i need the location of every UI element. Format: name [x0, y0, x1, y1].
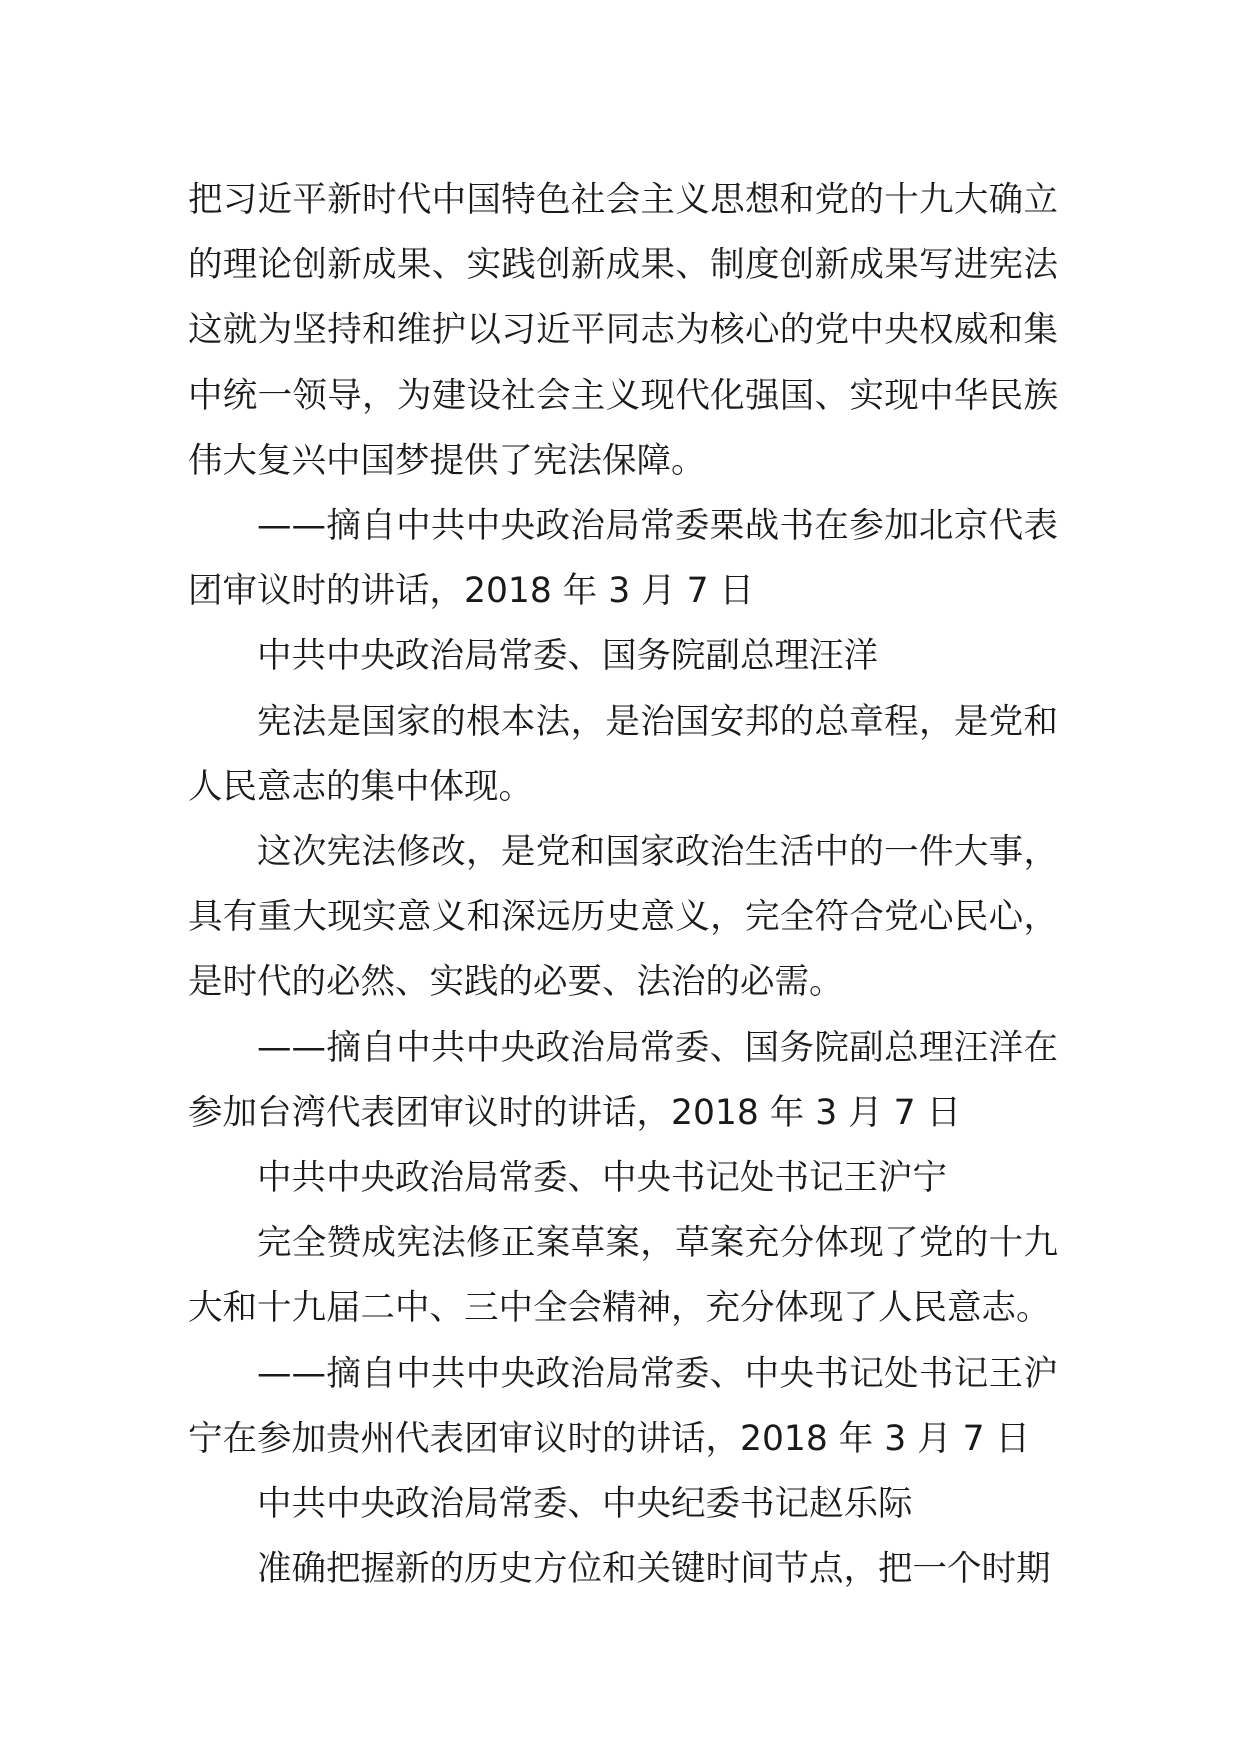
speaker-heading-wanghuning: 中共中央政治局常委、中央书记处书记王沪宁 [257, 1158, 947, 1199]
quote-source-lizhanshu: ——摘自中共中央政治局常委栗战书在参加北京代表团审议时的讲话，2018 年 3 月 7 日 [188, 506, 1058, 612]
quote-source-wanghuning: ——摘自中共中央政治局常委、中央书记处书记王沪宁在参加贵州代表团审议时的讲话，2018 年 3 月 7 日 [188, 1353, 1058, 1459]
paragraph-continuation: 把习近平新时代中国特色社会主义思想和党的十九大确立的理论创新成果、实践创新成果、制度创新成果写进宪法这就为坚持和维护以习近平同志为核心的党中央权威和集中统一领导，为建设社会主义现代化强国、实现中华民族伟大复兴中国梦提供了宪法保障。 [188, 180, 1058, 481]
paragraph: 宪法是国家的根本法，是治国安邦的总章程，是党和人民意志的集中体现。 [188, 701, 1058, 807]
paragraph: 准确把握新的历史方位和关键时间节点，把一个时期 [257, 1549, 1051, 1590]
speaker-heading-wangyang: 中共中央政治局常委、国务院副总理汪洋 [257, 636, 878, 677]
quote-source-wangyang: ——摘自中共中央政治局常委、国务院副总理汪洋在参加台湾代表团审议时的讲话，2018 年 3 月 7 日 [188, 1027, 1058, 1133]
paragraph: 完全赞成宪法修正案草案，草案充分体现了党的十九大和十九届二中、三中全会精神，充分体现了人民意志。 [188, 1223, 1058, 1329]
body-text [188, 168, 1058, 1602]
paragraph: 这次宪法修改，是党和国家政治生活中的一件大事，具有重大现实意义和深远历史意义，完全符合党心民心，是时代的必然、实践的必要、法治的必需。 [188, 832, 1058, 1003]
speaker-heading-zhaoleji: 中共中央政治局常委、中央纪委书记赵乐际 [257, 1484, 913, 1525]
